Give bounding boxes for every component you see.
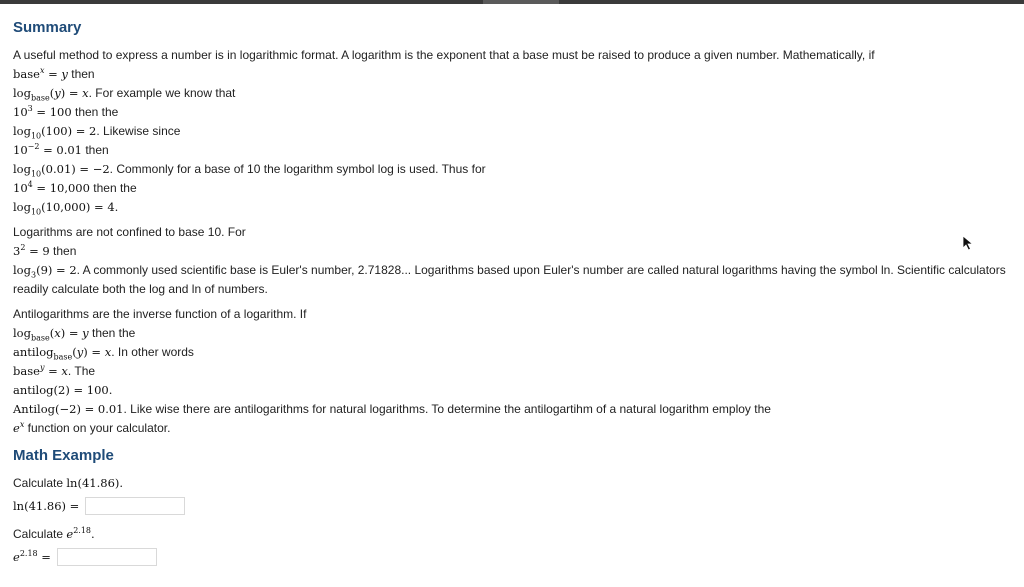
example-q2-label: $e^{2.18}$ = [13,549,51,564]
summary-log-def-line: $\log_{base}(y) = x$. For example we know that [13,86,236,103]
top-bar-tab[interactable] [483,0,559,4]
summary-eq10-line: Antilog(−2) = 0.01. Like wise there are antilogarithms for natural logarithms. To determine the antilogartihm of a natural logarithm employ the [13,402,771,416]
summary-anti-def3-line: base$^y$ = x. The [13,363,96,378]
summary-p3-intro-line: Antilogarithms are the inverse function of a logarithm. If [13,307,307,321]
summary-eq2-line: $\log_{10}(100) = 2$. Likewise since [13,124,181,141]
mouse-cursor-icon [962,235,974,251]
example-q1-prompt: Calculate ln(41.86). [13,476,124,490]
summary-anti-def2-line: antilog$_{base}$(y) = x. In other words [13,345,194,362]
summary-def-line: base$^x$ = y then [13,66,95,81]
q2-answer-input[interactable] [57,548,157,566]
summary-intro-line: A useful method to express a number is in logarithmic format. A logarithm is the exponent that a base must be raised to produce a given number. Mathematically, if [13,48,875,62]
example-q2-prompt: Calculate $e^{2.18}$. [13,526,95,541]
summary-eq1-line: $10^3 = 100$ then the [13,104,119,119]
q1-answer-input[interactable] [85,497,185,515]
summary-anti-def-line: $\log_{base}(x) = y$ then the [13,326,136,343]
example-q1-label: ln(41.86) = [13,499,80,513]
example-q2-answer-row [13,544,1008,570]
summary-title: Summary [13,19,82,36]
summary-eq3-line: $10^{-2} = 0.01$ then [13,142,109,157]
example-q1-answer-row [13,493,1008,519]
summary-ex-function-line: $e^x$ function on your calculator. [13,420,171,435]
summary-eq9-line: antilog(2) = 100. [13,383,113,397]
content [13,18,1008,570]
summary-eq7-line: $3^2 = 9$ then [13,243,77,258]
summary-eq5-line: $10^4 = 10,000$ then the [13,180,137,195]
summary-p2-intro-line: Logarithms are not confined to base 10. For [13,225,246,239]
summary-eq4-line: $\log_{10}(0.01) = -2$. Commonly for a base of 10 the logarithm symbol log is used. Thus for [13,162,486,179]
summary-eq6-line: $\log_{10}(10,000) = 4$. [13,200,119,217]
summary-eq8-line: $\log_3(9) = 2$. A commonly used scientific base is Euler's number, 2.71828... Logarithms based upon Euler's number are called natural logarithms having the symbol ln. Scientific calculators readily calculate both the log and ln of numbers. [13,263,1006,296]
math-example-title: Math Example [13,447,114,464]
